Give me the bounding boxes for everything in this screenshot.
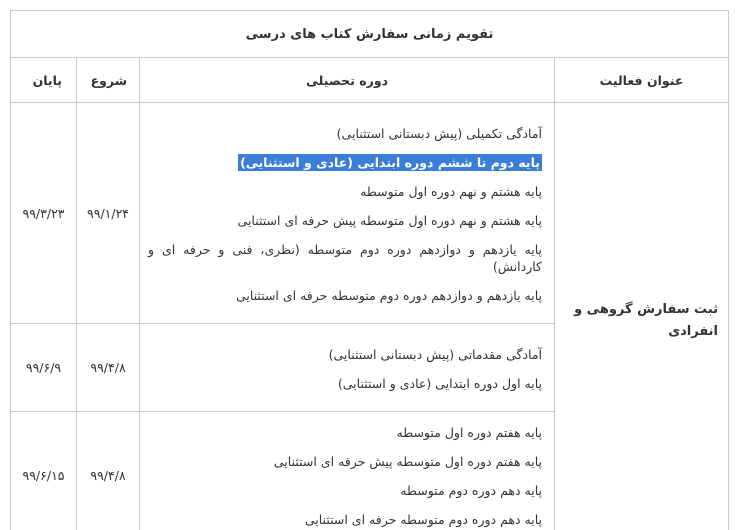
end-date: ۹۹/۳/۲۳ [11, 103, 77, 324]
course-text: پایه یازدهم و دوازدهم دوره دوم متوسطه (نظری، فنی و حرفه ای و کاردانش) [148, 241, 543, 274]
start-date: ۹۹/۴/۸ [77, 412, 140, 530]
course-item [148, 287, 542, 304]
table-row [11, 103, 729, 324]
header-activity: عنوان فعالیت [555, 58, 729, 103]
course-text: پایه هشتم و نهم دوره اول متوسطه [360, 183, 543, 199]
end-date: ۹۹/۶/۱۵ [11, 412, 77, 530]
course-item [148, 183, 542, 200]
course-text: پایه اول دوره ابتدایی (عادی و استثنایی) [337, 375, 543, 391]
activity-cell: ثبت سفارش گروهی و انفرادی [555, 103, 729, 530]
table-title: تقویم زمانی سفارش کتاب های درسی [11, 11, 729, 58]
course-item [148, 424, 542, 441]
header-row [11, 58, 729, 103]
course-text: پایه هشتم و نهم دوره اول متوسطه پیش حرفه ای استثنایی [237, 212, 543, 228]
course-item [148, 453, 542, 470]
course-item [148, 375, 542, 392]
course-item [148, 125, 542, 142]
course-text: پایه هفتم دوره اول متوسطه [396, 425, 543, 440]
course-item [148, 511, 542, 528]
selected-text[interactable]: پایه دوم تا ششم دوره ابتدایی (عادی و استثنایی) [240, 154, 541, 170]
course-text: آمادگی مقدماتی (پیش دبستانی استثنایی) [328, 346, 543, 362]
course-item [148, 212, 542, 229]
title-row [11, 11, 729, 58]
header-start: شروع [77, 58, 140, 103]
course-item-selected[interactable] [148, 154, 542, 171]
course-text: پایه دهم دوره دوم متوسطه حرفه ای استثنایی [304, 512, 543, 527]
start-date: ۹۹/۱/۲۴ [77, 103, 140, 324]
course-cell [140, 324, 555, 412]
end-date: ۹۹/۶/۹ [11, 324, 77, 412]
course-cell [140, 103, 555, 324]
course-item [148, 482, 542, 499]
course-cell [140, 412, 555, 530]
course-text: پایه هفتم دوره اول متوسطه پیش حرفه ای استثنایی [273, 454, 543, 469]
header-course: دوره تحصیلی [140, 58, 555, 103]
course-text: پایه دهم دوره دوم متوسطه [400, 483, 543, 498]
course-item [148, 346, 542, 363]
header-end: پایان [11, 58, 77, 103]
course-item [148, 241, 542, 275]
course-text: پایه یازدهم و دوازدهم دوره دوم متوسطه حرفه ای استثنایی [235, 287, 543, 303]
start-date: ۹۹/۴/۸ [77, 324, 140, 412]
order-schedule-table [10, 10, 729, 530]
course-text: آمادگی تکمیلی (پیش دبستانی استثنایی) [336, 125, 543, 141]
